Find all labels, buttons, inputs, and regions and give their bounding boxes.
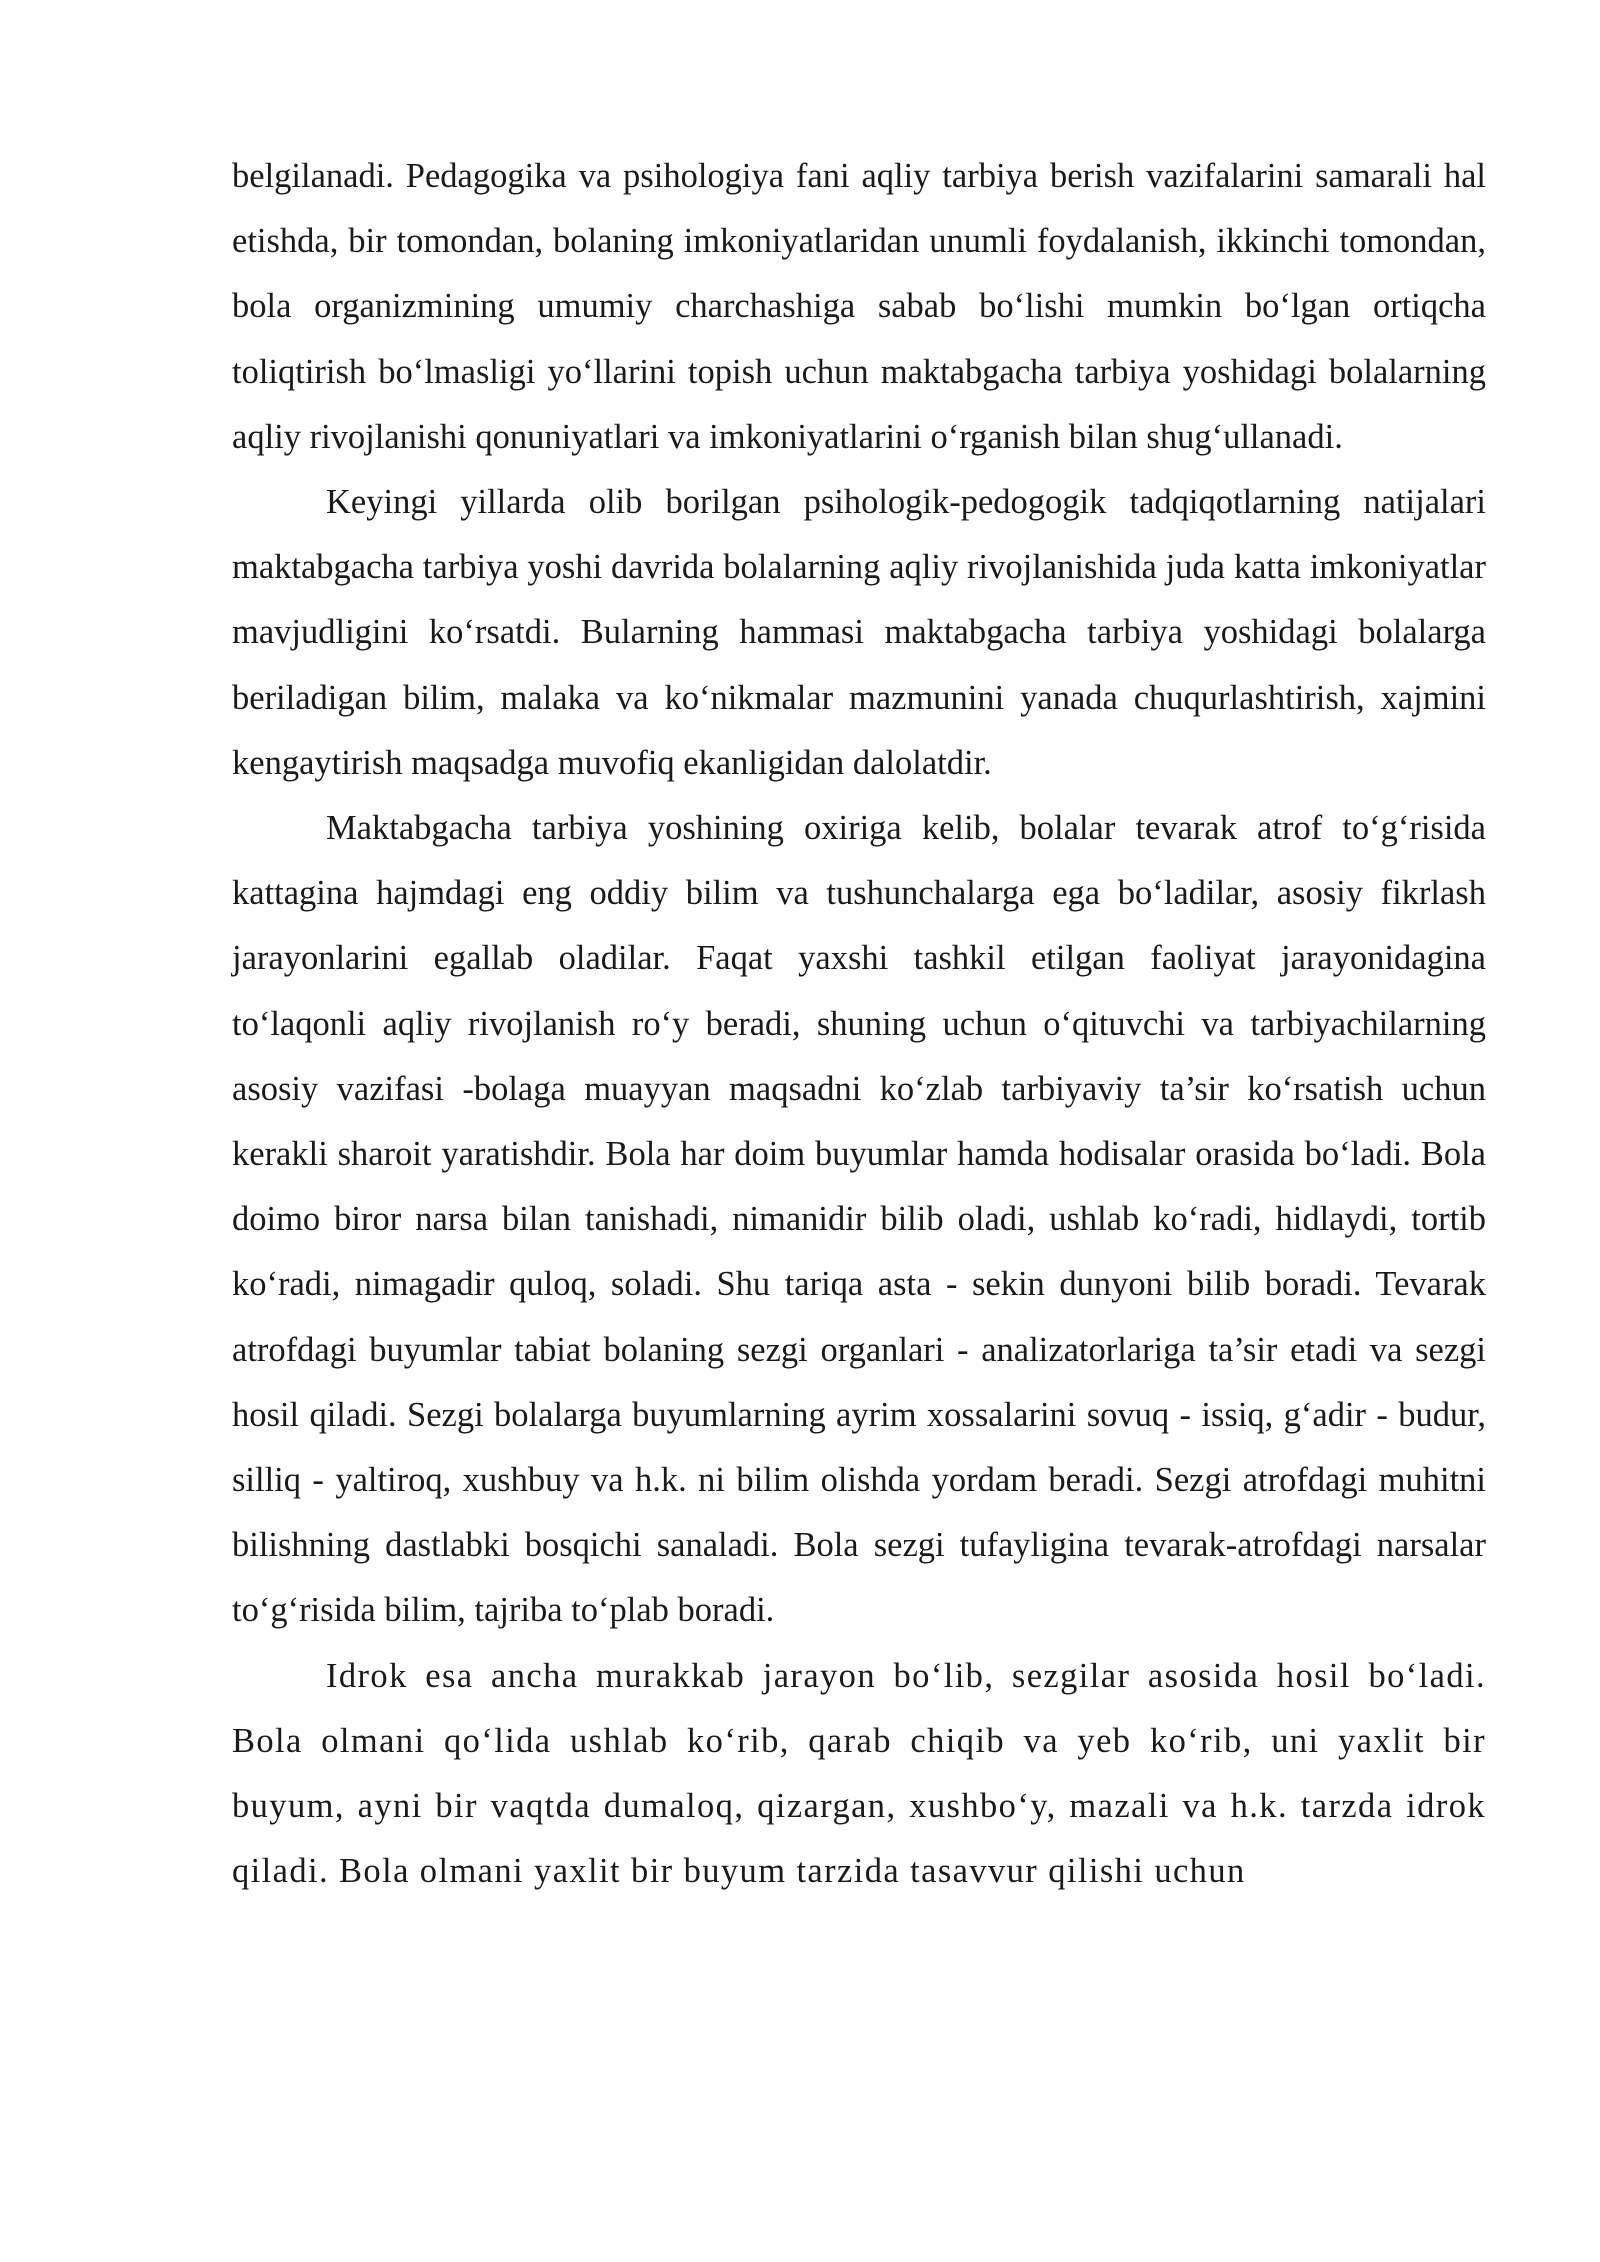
paragraph-3: Maktabgacha tarbiya yoshining oxiriga kelib, bolalar tevarak atrof to‘g‘risida kattagina hajmdagi eng oddiy bilim va tushunchalarga ega bo‘ladilar, asosiy fikrlash jarayonlarini egallab oladilar. Faqat yaxshi tashkil etilgan faoliyat jarayonidagina to‘laqonli aqliy rivojlanish ro‘y beradi, shuning uchun o‘qituvchi va tarbiyachilarning asosiy vazifasi -bolaga muayyan maqsadni ko‘zlab tarbiyaviy ta’sir ko‘rsatish uchun kerakli sharoit yaratishdir. Bola har doim buyumlar hamda hodisalar orasida bo‘ladi. Bola doimo biror narsa bilan tanishadi, nimanidir bilib oladi, ushlab ko‘radi, hidlaydi, tortib ko‘radi, nimagadir quloq, soladi. Shu tariqa asta - sekin dunyoni bilib boradi. Tevarak atrofdagi buyumlar tabiat bolaning sezgi organlari - analizatorlariga ta’sir etadi va sezgi hosil qiladi. Sezgi bolalarga buyumlarning ayrim xossalarini sovuq - issiq, g‘adir - budur, silliq - yaltiroq, xushbuy va h.k. ni bilim olishda yordam beradi. Sezgi atrofdagi muhitni bilishning dastlabki bosqichi sanaladi. Bola sezgi tufayligina tevarak-atrofdagi narsalar to‘g‘risida bilim, tajriba to‘plab boradi. [232, 809, 1486, 1630]
paragraph-2: Keyingi yillarda olib borilgan psihologik-pedogogik tadqiqotlarning natijalari maktabgacha tarbiya yoshi davrida bolalarning aqliy rivojlanishida juda katta imkoniyatlar mavjudligini ko‘rsatdi. Bularning hammasi maktabgacha tarbiya yoshidagi bolalarga beriladigan bilim, malaka va ko‘nikmalar mazmunini yanada chuqurlashtirish, xajmini kengaytirish maqsadga muvofiq ekanligidan dalolatdir. [232, 483, 1486, 782]
document-page [232, 144, 1486, 1904]
paragraph-1: belgilanadi. Pedagogika va psihologiya fani aqliy tarbiya berish vazifalarini samarali hal etishda, bir tomondan, bolaning imkoniyatlaridan unumli foydalanish, ikkinchi tomondan, bola organizmining umumiy charchashiga sabab bo‘lishi mumkin bo‘lgan ortiqcha toliqtirish bo‘lmasligi yo‘llarini topish uchun maktabgacha tarbiya yoshidagi bolalarning aqliy rivojlanishi qonuniyatlari va imkoniyatlarini o‘rganish bilan shug‘ullanadi. [232, 157, 1486, 456]
paragraph-4: Idrok esa ancha murakkab jarayon bo‘lib, sezgilar asosida hosil bo‘ladi. Bola olmani qo‘lida ushlab ko‘rib, qarab chiqib va yeb ko‘rib, uni yaxlit bir buyum, ayni bir vaqtda dumaloq, qizargan, xushbo‘y, mazali va h.k. tarzda idrok qiladi. Bola olmani yaxlit bir buyum tarzida tasavvur qilishi uchun [232, 1656, 1486, 1891]
